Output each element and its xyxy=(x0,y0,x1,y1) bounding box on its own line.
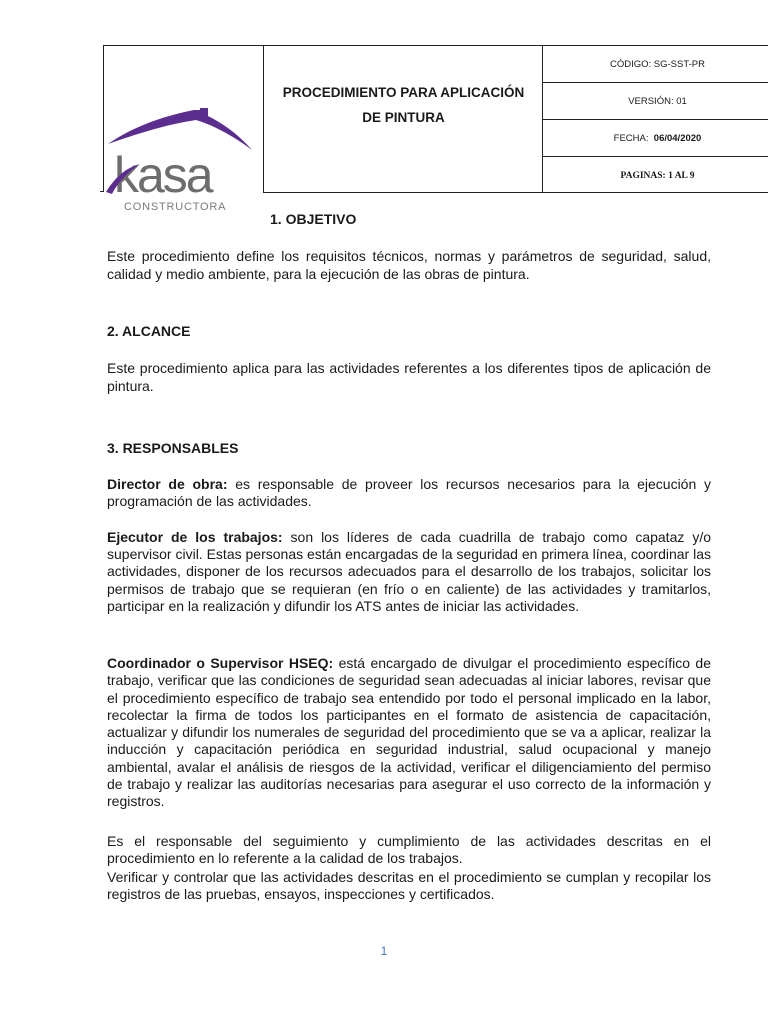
calidad-paragraph-2: Verificar y controlar que las actividades descritas en el procedimiento se cumplan y recopilar los registros de las pruebas, ensayos, inspecciones y certificados. xyxy=(107,869,711,902)
ejecutor-label: Ejecutor de los trabajos: xyxy=(107,529,283,545)
director-text: es responsable de proveer los recursos necesarios para la ejecución y programación de las actividades. xyxy=(107,476,711,509)
paginas-value: PAGINAS: 1 AL 9 xyxy=(620,170,695,181)
title-line-2: DE PINTURA xyxy=(362,110,445,125)
document-title xyxy=(264,80,543,130)
version-row xyxy=(543,83,768,120)
fecha-value: 06/04/2020 xyxy=(653,132,702,144)
director-paragraph xyxy=(107,476,711,510)
fecha-label: FECHA: xyxy=(613,132,649,144)
codigo-value: CÓDIGO: SG-SST-PR xyxy=(609,58,705,70)
page-number: 1 xyxy=(380,944,388,958)
fecha-row xyxy=(543,120,768,157)
section-alcance-text: Este procedimiento aplica para las actividades referentes a los diferentes tipos de aplicación de pintura. xyxy=(107,360,711,394)
kasa-logo xyxy=(104,108,254,218)
calidad-paragraph-1: Es el responsable del seguimiento y cumplimiento de las actividades descritas en el procedimiento en lo referente a la calidad de los trabajos. xyxy=(107,833,711,866)
ejecutor-paragraph xyxy=(107,529,711,615)
roof-shape xyxy=(108,108,252,150)
codigo-row xyxy=(543,46,768,83)
logo-brand-text: kasa xyxy=(114,147,212,203)
section-objetivo-title: 1. OBJETIVO xyxy=(270,211,357,227)
coordinador-text: está encargado de divulgar el procedimiento específico de trabajo, verificar que las condiciones de seguridad sean adecuadas al iniciar labores, revisar que el procedimiento específico de trabajo sea entendido por todo el personal implicado en la labor, recolectar la firma de todos los participantes en el formato de asistencia de capacitación, actualizar y difundir los numerales de seguridad del procedimiento que se va a aplicar, realizar la inducción y capacitación periódica en seguridad industrial, salud ocupacional y manejo ambiental, avalar el análisis de riesgos de la actividad, verificar el diligenciamiento del permiso de trabajo y realizar las auditorías necesarias para asegurar el uso correcto de la información y registros. xyxy=(107,655,711,810)
director-label: Director de obra: xyxy=(107,476,228,492)
section-objetivo-text: Este procedimiento define los requisitos técnicos, normas y parámetros de seguridad, salud, calidad y medio ambiente, para la ejecución de las obras de pintura. xyxy=(107,248,711,282)
ejecutor-text: son los líderes de cada cuadrilla de trabajo como capataz y/o supervisor civil. Estas personas están encargadas de la seguridad en primera línea, coordinar las actividades, disponer de los recursos adecuados para el desarrollo de los trabajos, solicitar los permisos de trabajo que se requieran (en frío o en caliente) de las actividades y tramitarlos, participar en la realización y difundir los ATS antes de iniciar las actividades. xyxy=(107,529,711,614)
section-alcance-title: 2. ALCANCE xyxy=(107,323,191,339)
title-line-1: PROCEDIMIENTO PARA APLICACIÓN xyxy=(282,85,525,100)
header-meta-cell xyxy=(542,45,768,193)
header-title-cell xyxy=(263,45,543,193)
paginas-row xyxy=(543,157,768,194)
section-responsables-title: 3. RESPONSABLES xyxy=(107,440,239,456)
coordinador-label: Coordinador o Supervisor HSEQ: xyxy=(107,655,334,671)
coordinador-paragraph xyxy=(107,655,711,811)
version-value: VERSIÓN: 01 xyxy=(628,95,687,107)
logo-tagline: CONSTRUCTORA xyxy=(124,201,227,213)
